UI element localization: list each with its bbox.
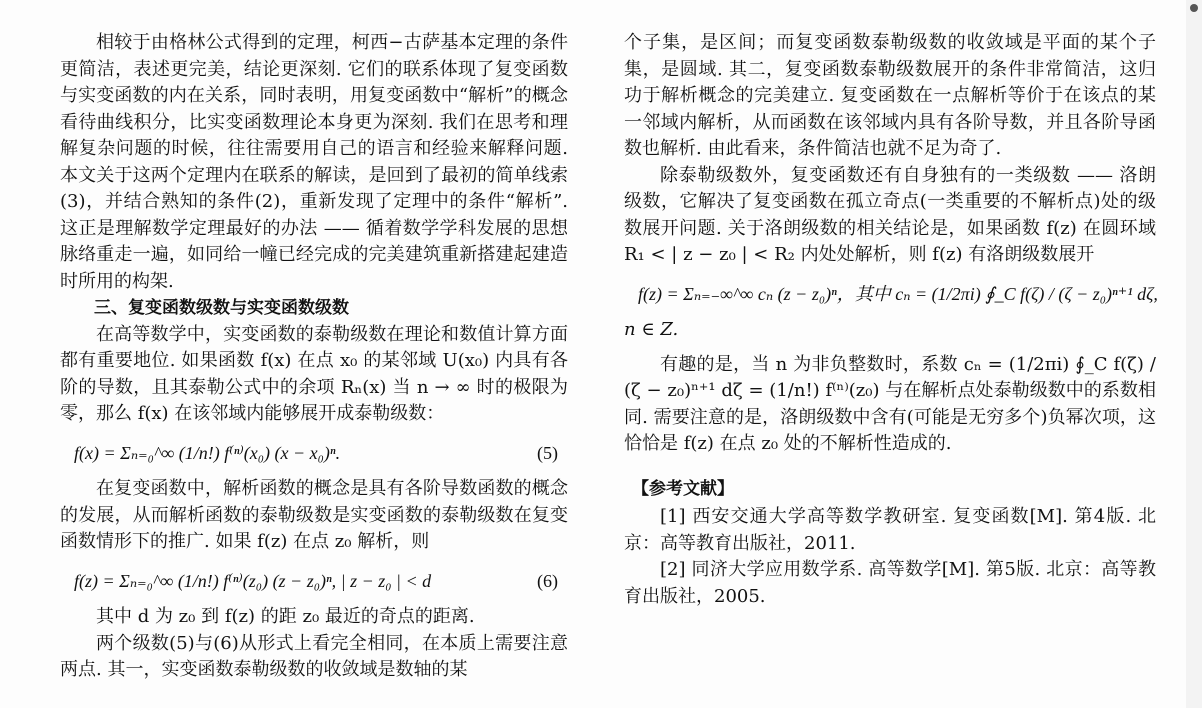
scrollbar[interactable] [1186, 0, 1202, 708]
paragraph: 在复变函数中，解析函数的概念是具有各阶导数函数的概念的发展，从而解析函数的泰勒级数是实变函数的泰勒级数在复变函数情形下的推广. 如果 f(z) 在点 z₀ 解析，则 [60, 478, 568, 552]
references-title: 【参考文献】 [632, 478, 734, 499]
formula-body: f(z) = Σₙ₌₋∞^∞ cₙ (z − z₀)ⁿ，其中 cₙ = (1/2πi) ∮_C f(ζ) / (ζ − z₀)ⁿ⁺¹ dζ, [638, 283, 1158, 304]
reference-item: [2] 同济大学应用数学系. 高等数学[M]. 第5版. 北京：高等教育出版社，2005. [624, 559, 1156, 607]
formula-continuation: n ∈ Z. [624, 319, 679, 340]
section-heading: 三、复变函数级数与实变函数级数 [94, 298, 349, 318]
paragraph: 相较于由格林公式得到的定理，柯西−古萨基本定理的条件更简洁，表述更完美，结论更深刻. 它们的联系体现了复变函数与实变函数的内在关系，同时表明，用复变函数中“解析”的概念看待曲线积分，比实变函数理论本身更为深刻. 我们在思考和理解复杂问题的时候，往往需要用自己的语言和经验来解释问题. 本文关于这两个定理内在联系的解读，是回到了最初的简单线索(3)，并结合熟知的条件(2)，重新发现了定理中的条件“解析”. 这正是理解数学定理最好的办法 —— 循着数学学科发展的思想脉络重走一遍，如同给一幢已经完成的完美建筑重新搭建起建造时所用的构架. [60, 32, 568, 292]
formula-tag: (6) [537, 570, 558, 591]
formula-body: f(z) = Σₙ₌₀^∞ (1/n!) f⁽ⁿ⁾(z₀) (z − z₀)ⁿ, | z − z₀ | < d [74, 570, 432, 591]
reference-item: [1] 西安交通大学高等数学教研室. 复变函数[M]. 第4版. 北京：高等教育出版社，2011. [624, 506, 1156, 554]
formula-body: f(x) = Σₙ₌₀^∞ (1/n!) f⁽ⁿ⁾(x₀) (x − x₀)ⁿ. [74, 442, 341, 463]
formula-5 [74, 440, 568, 467]
formula-tag: (5) [537, 442, 558, 463]
paragraph: 在高等数学中，实变函数的泰勒级数在理论和数值计算方面都有重要地位. 如果函数 f(x) 在点 x₀ 的某邻域 U(x₀) 内具有各阶的导数，且其泰勒公式中的余项 Rₙ(x) 当 n → ∞ 时的极限为零，那么 f(x) 在该邻域内能够展开成泰勒级数： [60, 323, 568, 424]
scroll-thumb[interactable] [1190, 4, 1198, 12]
paragraph: 个子集，是区间；而复变函数泰勒级数的收敛域是平面的某个子集，是圆域. 其二，复变函数泰勒级数展开的条件非常简洁，这归功于解析概念的完美建立. 复变函数在一点解析等价于在该点的某一邻域内解析，从而函数在该邻域内具有各阶导数，并且各阶导函数也解析. 由此看来，条件简洁也就不足为奇了. [624, 32, 1156, 159]
paragraph: 两个级数(5)与(6)从形式上看完全相同，在本质上需要注意两点. 其一，实变函数泰勒级数的收敛域是数轴的某 [60, 632, 568, 680]
formula-laurent [638, 281, 1156, 308]
paragraph: 除泰勒级数外，复变函数还有自身独有的一类级数 —— 洛朗级数，它解决了复变函数在孤立奇点(一类重要的不解析点)处的级数展开问题. 关于洛朗级数的相关结论是，如果函数 f(z) 在圆环域 R₁ < | z − z₀ | < R₂ 内处处解析，则 f(z) 有洛朗级数展开 [624, 164, 1156, 265]
right-column [624, 30, 1156, 610]
left-column [60, 30, 568, 684]
formula-6 [74, 568, 568, 595]
paragraph: 有趣的是，当 n 为非负整数时，系数 cₙ = (1/2πi) ∮_C f(ζ) / (ζ − z₀)ⁿ⁺¹ dζ = (1/n!) f⁽ⁿ⁾(z₀) 与在解析点处泰勒级数中的系数相同. 需要注意的是，洛朗级数中含有(可能是无穷多个)负幂次项，这恰恰是 f(z) 在点 z₀ 处的不解析性造成的. [624, 353, 1156, 454]
paragraph: 其中 d 为 z₀ 到 f(z) 的距 z₀ 最近的奇点的距离. [96, 606, 475, 627]
